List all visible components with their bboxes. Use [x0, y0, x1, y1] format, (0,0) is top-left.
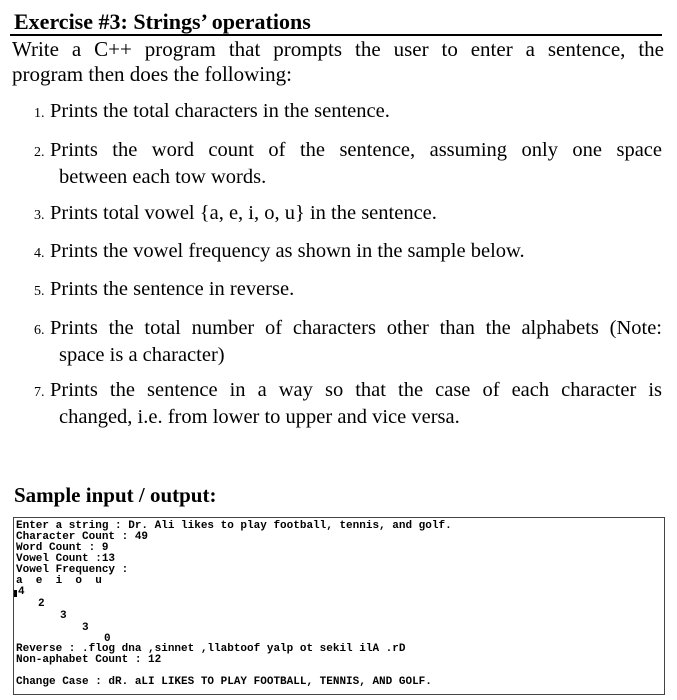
console-freq-a: 4: [18, 586, 25, 598]
list-item-text: Prints the total characters in the sentence.: [50, 100, 390, 122]
list-item-number: 1.: [34, 106, 45, 121]
list-item-1: [34, 99, 662, 126]
console-freq-o: 3: [82, 622, 89, 634]
console-vowel-frequency: Vowel Frequency :: [16, 564, 129, 576]
list-item-text: Prints the word count of the sentence, assuming only one space: [50, 139, 662, 161]
list-item-2: [34, 138, 662, 190]
intro-paragraph: [12, 37, 664, 87]
list-item-4: [34, 239, 662, 266]
console-reverse-line: Reverse : .flog dna ,sinnet ,llabtoof yalp ot sekil ilA .rD: [16, 643, 406, 655]
console-freq-e: 2: [38, 598, 45, 610]
intro-line-2: program then does the following:: [12, 62, 292, 86]
console-word-count: Word Count : 9: [16, 542, 109, 554]
console-change-case: Change Case : dR. aLI LIKES TO PLAY FOOTBALL, TENNIS, AND GOLF.: [16, 676, 432, 688]
list-item-text: Prints the total number of characters other than the alphabets (Note:: [50, 317, 662, 339]
list-item-number: 6.: [34, 323, 45, 338]
list-item-text-continued: changed, i.e. from lower to upper and vice versa.: [59, 406, 460, 428]
list-item-5: [34, 277, 662, 304]
console-freq-u: 0: [104, 633, 111, 645]
list-item-text-continued: space is a character): [59, 344, 225, 366]
console-enter-line: Enter a string : Dr. Ali likes to play football, tennis, and golf.: [16, 520, 452, 532]
console-char-count: Character Count : 49: [16, 531, 149, 543]
sample-heading: Sample input / output:: [14, 483, 217, 507]
intro-line-1: Write a C++ program that prompts the user to enter a sentence, the: [12, 37, 664, 61]
title-underline: [10, 34, 662, 36]
list-item-number: 4.: [34, 246, 45, 261]
list-item-number: 7.: [34, 385, 45, 400]
console-nonalpha-count: Non-aphabet Count : 12: [16, 654, 162, 666]
list-item-text: Prints the sentence in reverse.: [50, 278, 295, 300]
list-item-text: Prints the vowel frequency as shown in the sample below.: [50, 240, 525, 262]
list-item-6: [34, 316, 662, 368]
exercise-title: Exercise #3: Strings’ operations: [14, 9, 311, 34]
list-item-number: 3.: [34, 208, 45, 223]
list-item-text: Prints the sentence in a way so that the case of each character is: [50, 379, 662, 401]
console-freq-i: 3: [60, 610, 67, 622]
list-item-number: 2.: [34, 145, 45, 160]
list-item-number: 5.: [34, 284, 45, 299]
list-item-3: [34, 201, 662, 228]
console-vowel-count: Vowel Count :13: [16, 553, 116, 565]
console-cursor: [14, 590, 17, 597]
list-item-7: [34, 378, 662, 430]
list-item-text: Prints total vowel {a, e, i, o, u} in the sentence.: [50, 202, 437, 224]
list-item-text-continued: between each tow words.: [59, 166, 267, 188]
console-vowel-letters: a e i o u: [16, 575, 102, 587]
console-output-window: [13, 517, 665, 695]
